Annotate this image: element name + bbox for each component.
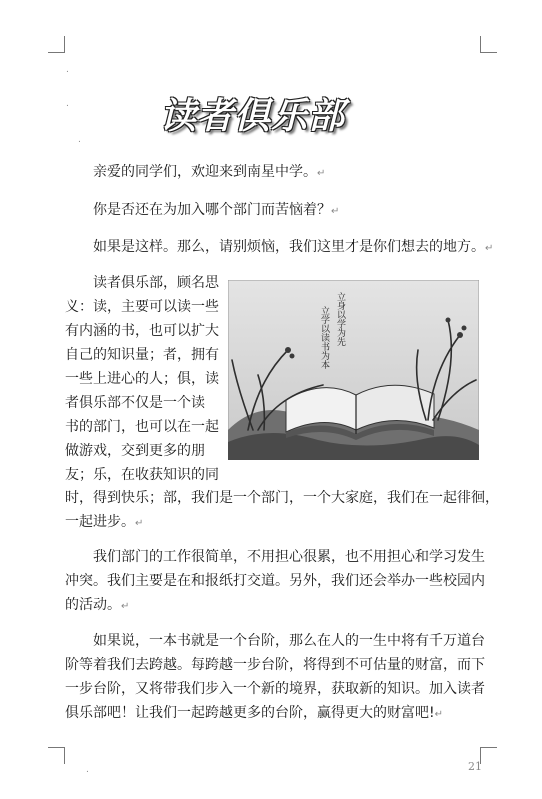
format-mark: .	[86, 765, 89, 775]
text-line	[65, 595, 129, 617]
format-mark: .	[66, 65, 69, 75]
crop-mark-top-right	[480, 36, 497, 53]
text-line-content: 俱乐部吧！让我们一起跨越更多的台阶，赢得更大的财富吧!	[65, 705, 435, 721]
text-line: 如果是这样。那么，请别烦恼，我们这里才是你们想去的地方。	[93, 239, 485, 255]
text-line-content: 的活动。	[65, 597, 121, 613]
book-orchid-illustration	[228, 280, 479, 460]
text-line: 一些上进心的人；俱，读	[65, 371, 219, 387]
paragraph-mark: ↵	[121, 601, 130, 612]
text-line	[65, 512, 143, 534]
calligraphy-right: 立身以学为先	[335, 292, 345, 346]
text-line: 自己的知识量；者，拥有	[65, 347, 219, 363]
text-line: 亲爱的同学们，欢迎来到南星中学。	[93, 164, 317, 180]
text-line: 友；乐，在收获知识的同	[65, 467, 219, 483]
text-line	[65, 703, 443, 725]
text-line: 有内涵的书，也可以扩大	[65, 323, 219, 339]
text-line: 你是否还在为加入哪个部门而苦恼着？	[93, 202, 331, 218]
paragraph-mark: ↵	[317, 168, 326, 179]
paragraph-mark: ↵	[485, 243, 494, 254]
calligraphy-left: 立学以读书为本	[319, 306, 329, 369]
text-line: 书的部门，也可以在一起	[65, 419, 219, 435]
text-line: 我们部门的工作很简单，不用担心很累，也不用担心和学习发生	[93, 549, 485, 565]
crop-mark-bottom-left	[48, 747, 65, 764]
text-line: 冲突。我们主要是在和报纸打交道。另外，我们还会举办一些校园内	[65, 573, 485, 589]
paragraph-mark: ↵	[434, 709, 444, 720]
paragraph-mark: ↵	[331, 206, 340, 217]
text-line: 义：读，主要可以读一些	[65, 299, 219, 315]
page-number: 21	[468, 760, 482, 773]
document-title: 读者俱乐部	[160, 96, 346, 137]
text-line: 时，得到快乐；部，我们是一个部门，一个大家庭，我们在一起徘徊，	[65, 490, 499, 506]
text-line: 读者俱乐部，顾名思	[93, 275, 219, 291]
text-line: 如果说，一本书就是一个台阶，那么在人的一生中将有千万道台	[93, 633, 485, 649]
format-mark: .	[66, 99, 69, 109]
paragraph-3	[93, 237, 493, 259]
paragraph-mark: ↵	[135, 518, 144, 529]
text-line: 者俱乐部不仅是一个读	[65, 395, 205, 411]
text-line: 做游戏，交到更多的朋	[65, 443, 205, 459]
text-line-content: 一起进步。	[65, 514, 135, 530]
text-line: 一步台阶，又将带我们步入一个新的境界，获取新的知识。加入读者	[65, 681, 485, 697]
format-mark: .	[78, 135, 81, 145]
crop-mark-top-left	[48, 36, 65, 53]
paragraph-2	[93, 200, 339, 222]
crop-mark-bottom-right	[480, 747, 497, 764]
paragraph-1	[93, 162, 325, 184]
text-line: 阶等着我们去跨越。每跨越一步台阶，将得到不可估量的财富，而下	[65, 657, 485, 673]
